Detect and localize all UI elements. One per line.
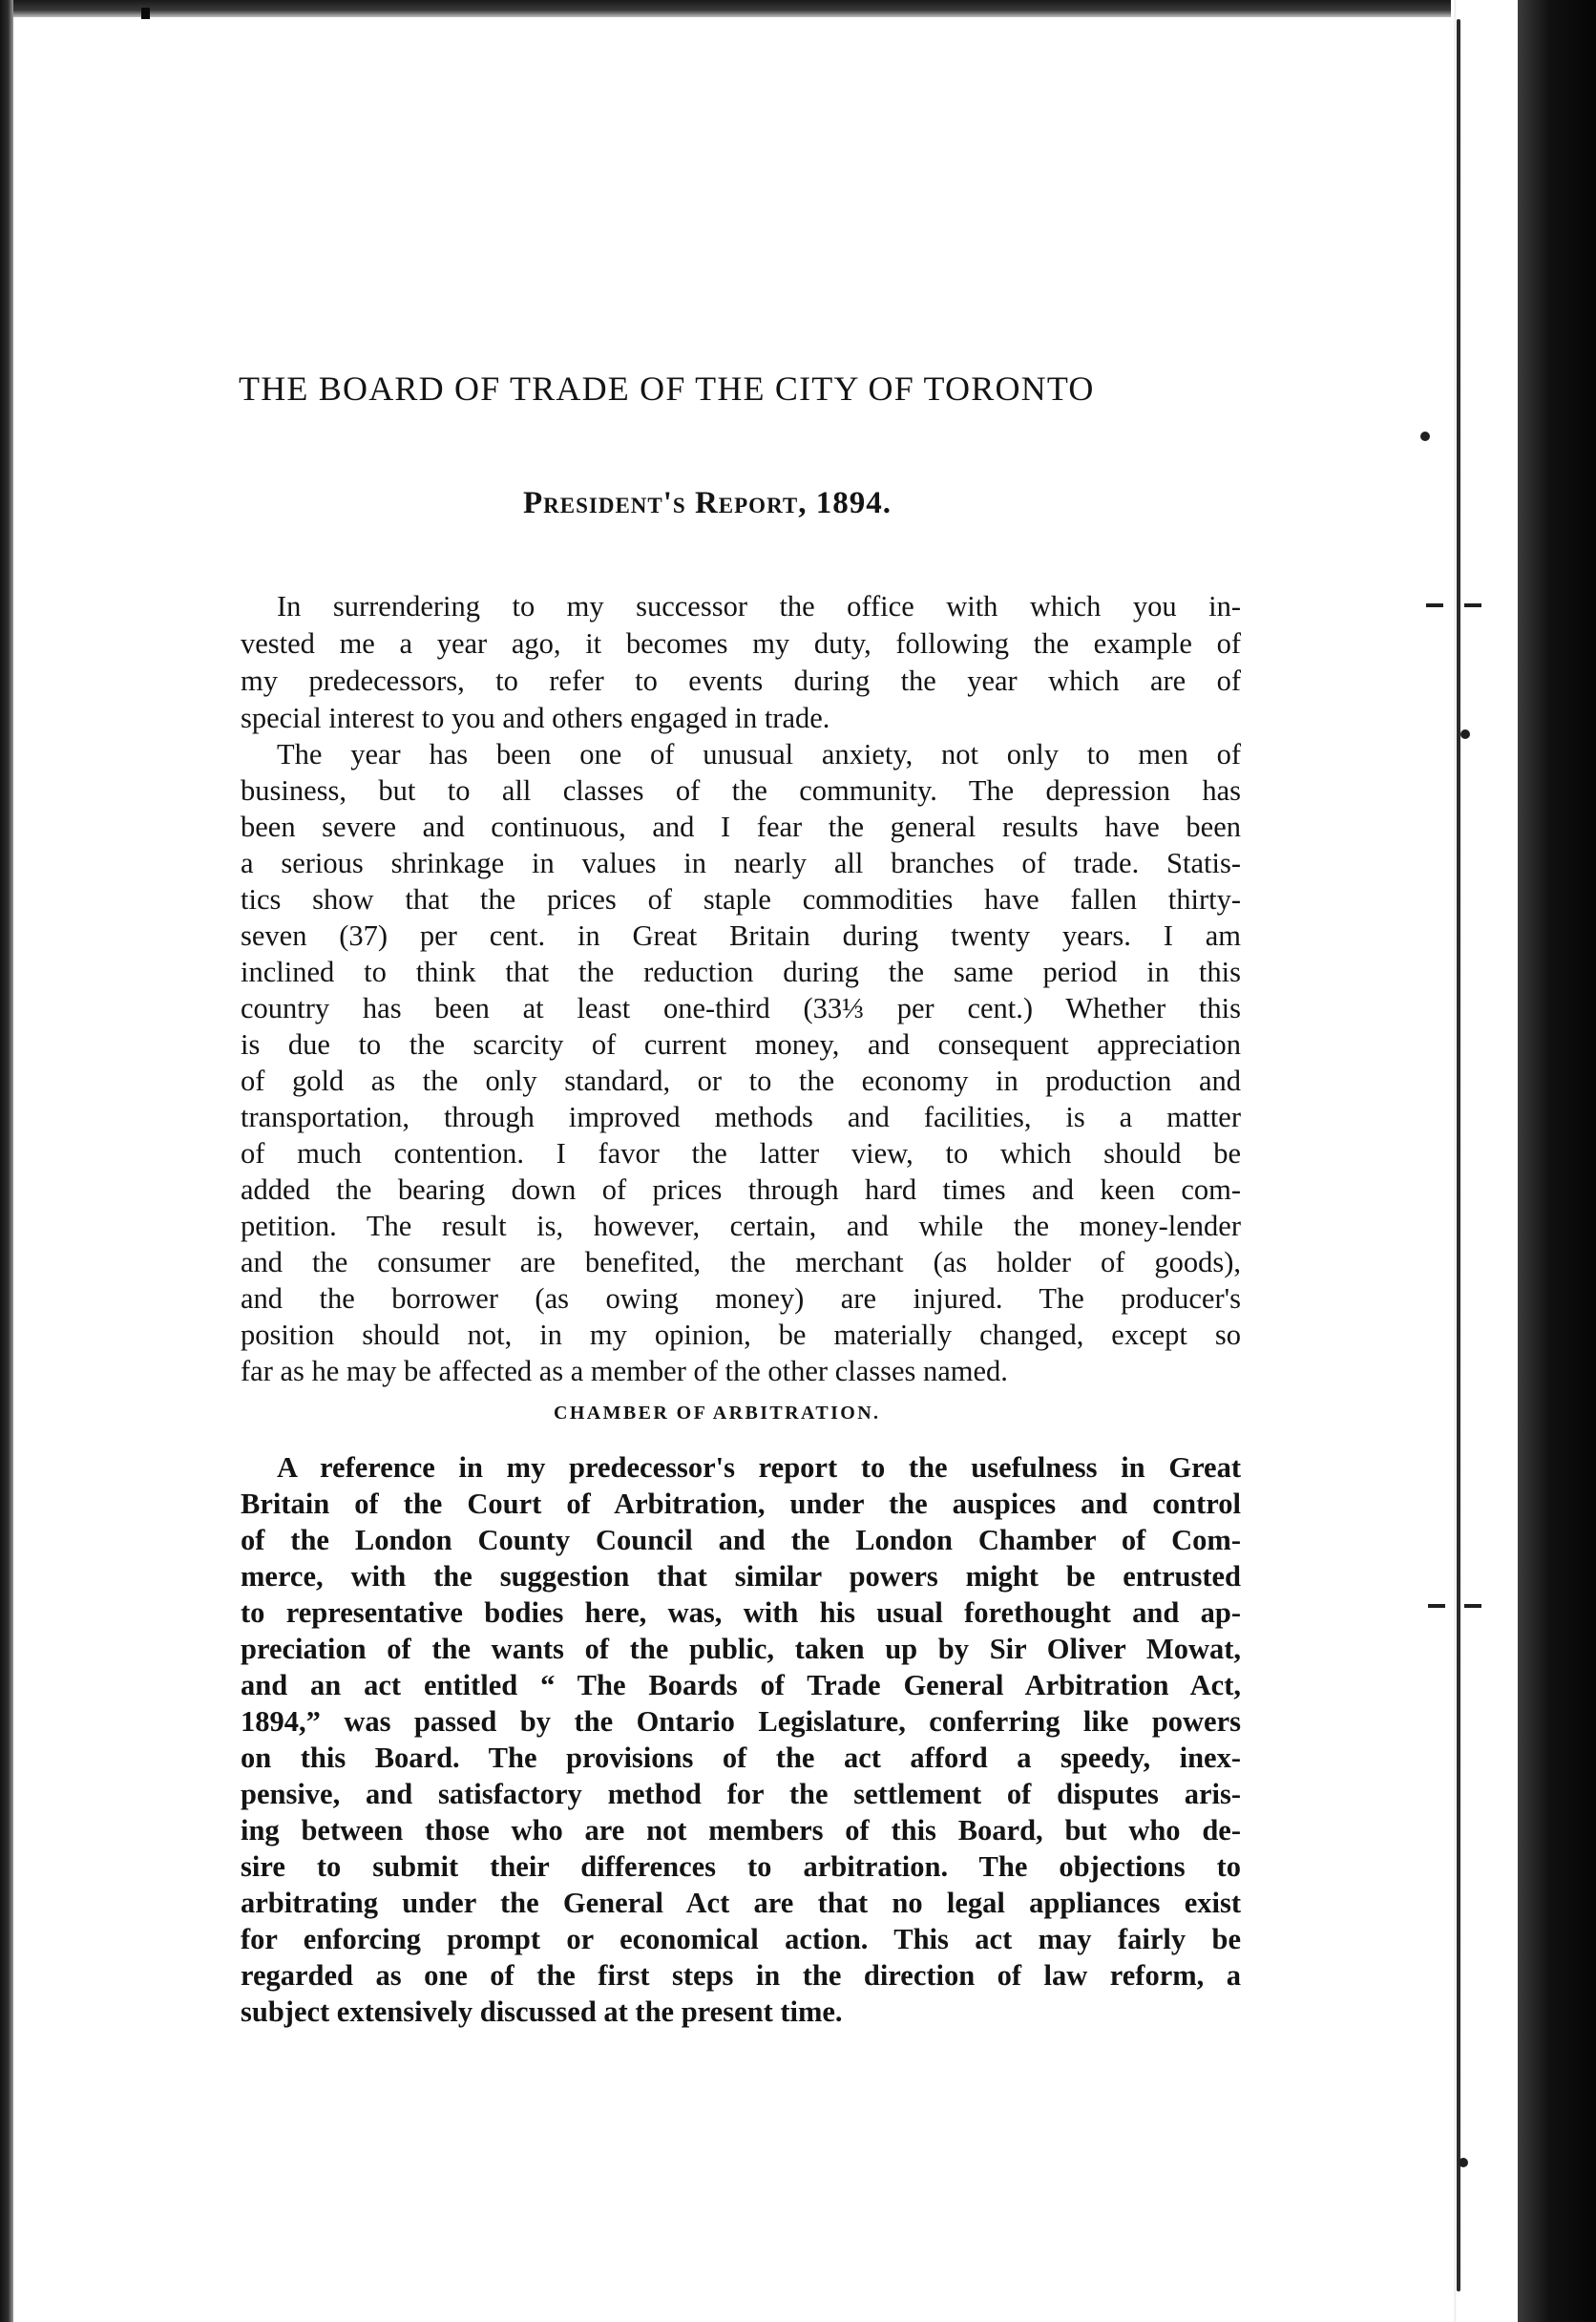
text-line: and the borrower (as owing money) are injured. The producer's xyxy=(241,1282,1241,1315)
text-line: regarded as one of the first steps in the direction of law reform, a xyxy=(241,1959,1241,1992)
text-line: petition. The result is, however, certain, and while the money-lender xyxy=(241,1210,1241,1242)
text-line: Britain of the Court of Arbitration, under the auspices and control xyxy=(241,1488,1241,1520)
text-line: been severe and continuous, and I fear the general results have been xyxy=(241,811,1241,843)
text-line: on this Board. The provisions of the act afford a speedy, inex- xyxy=(241,1742,1241,1774)
text-line: position should not, in my opinion, be materially changed, except so xyxy=(241,1319,1241,1351)
scan-speck xyxy=(1459,2158,1468,2167)
scan-speck xyxy=(1420,432,1430,441)
scan-tick xyxy=(1428,1604,1445,1608)
text-line: far as he may be affected as a member of the other classes named. xyxy=(241,1355,1008,1387)
text-line: transportation, through improved methods and facilities, is a matter xyxy=(241,1101,1241,1133)
text-line: added the bearing down of prices through hard times and keen com- xyxy=(241,1173,1241,1206)
page-title: THE BOARD OF TRADE OF THE CITY OF TORONTO xyxy=(239,369,1095,408)
scan-tick xyxy=(1464,603,1481,607)
scan-left-edge xyxy=(0,0,13,2322)
text-line: sire to submit their differences to arbitration. The objections to xyxy=(241,1850,1241,1883)
text-line: 1894,” was passed by the Ontario Legislature, conferring like powers xyxy=(241,1705,1241,1738)
text-line: a serious shrinkage in values in nearly all branches of trade. Statis- xyxy=(241,847,1241,879)
text-line: and the consumer are benefited, the merchant (as holder of goods), xyxy=(241,1246,1241,1278)
scan-right-dark-band xyxy=(1518,0,1596,2322)
text-line: pensive, and satisfactory method for the settlement of disputes aris- xyxy=(241,1778,1241,1810)
report-heading: President's Report, 1894. xyxy=(523,486,892,520)
text-line: merce, with the suggestion that similar powers might be entrusted xyxy=(241,1560,1241,1593)
binding-line xyxy=(1457,19,1460,2291)
text-line: business, but to all classes of the community. The depression has xyxy=(241,774,1241,807)
text-line: ing between those who are not members of this Board, but who de- xyxy=(241,1814,1241,1847)
scan-speck xyxy=(1460,729,1470,739)
text-line: The year has been one of unusual anxiety, not only to men of xyxy=(277,738,1241,770)
scan-tick xyxy=(1426,603,1443,607)
text-line: for enforcing prompt or economical action. This act may fairly be xyxy=(241,1923,1241,1955)
text-line: is due to the scarcity of current money, and consequent appreciation xyxy=(241,1028,1241,1061)
text-line: my predecessors, to refer to events during the year which are of xyxy=(241,665,1241,697)
text-line: vested me a year ago, it becomes my duty, following the example of xyxy=(241,627,1241,660)
text-line: of gold as the only standard, or to the economy in production and xyxy=(241,1065,1241,1097)
text-line: arbitrating under the General Act are that no legal appliances exist xyxy=(241,1887,1241,1919)
text-line: of the London County Council and the London Chamber of Com- xyxy=(241,1524,1241,1556)
text-line: tics show that the prices of staple commodities have fallen thirty- xyxy=(241,883,1241,916)
section-heading: CHAMBER OF ARBITRATION. xyxy=(554,1403,881,1424)
text-line: to representative bodies here, was, with his usual forethought and ap- xyxy=(241,1596,1241,1629)
scan-tick xyxy=(1464,1604,1481,1608)
text-line: A reference in my predecessor's report to the usefulness in Great xyxy=(277,1451,1241,1484)
scan-top-edge xyxy=(0,0,1596,17)
scan-corner-mark xyxy=(141,8,150,19)
text-line: country has been at least one-third (33⅓ per cent.) Whether this xyxy=(241,992,1241,1024)
text-line: of much contention. I favor the latter view, to which should be xyxy=(241,1137,1241,1170)
text-line: preciation of the wants of the public, taken up by Sir Oliver Mowat, xyxy=(241,1633,1241,1665)
text-line: and an act entitled “ The Boards of Trade General Arbitration Act, xyxy=(241,1669,1241,1701)
text-line: special interest to you and others engaged in trade. xyxy=(241,702,830,734)
text-line: subject extensively discussed at the present time. xyxy=(241,1995,843,2028)
text-line: In surrendering to my successor the office with which you in- xyxy=(277,590,1241,623)
text-line: inclined to think that the reduction during the same period in this xyxy=(241,956,1241,988)
text-line: seven (37) per cent. in Great Britain during twenty years. I am xyxy=(241,919,1241,952)
